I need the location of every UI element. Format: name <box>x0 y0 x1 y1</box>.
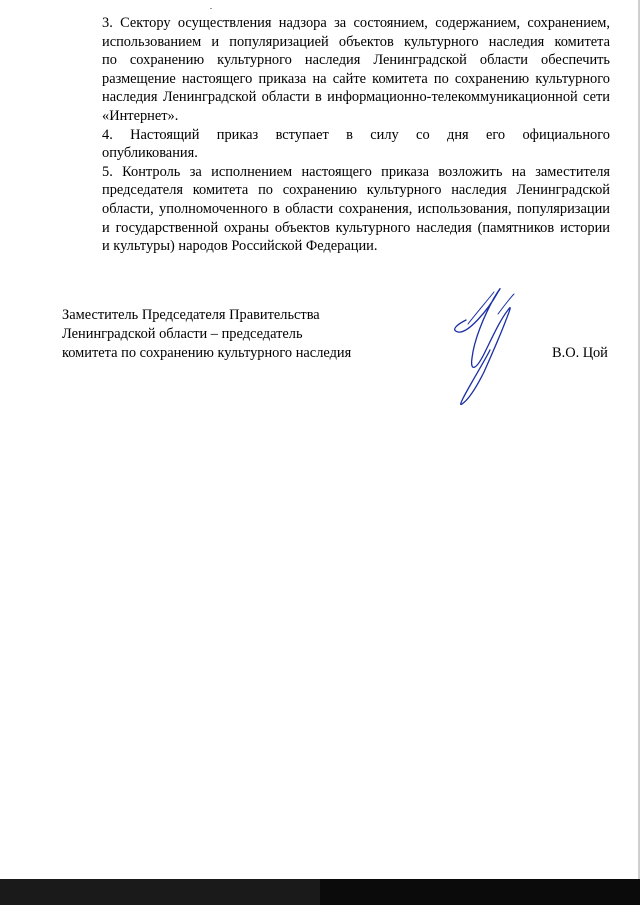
scan-artifact <box>210 8 212 9</box>
text-line: 3. Сектору осуществления надзора за состоянием, содержанием, сохранением, <box>102 15 610 31</box>
text-line: и культуры) народов Российской Федерации. <box>102 238 378 255</box>
text-line: «Интернет». <box>102 107 179 124</box>
document-body <box>62 14 610 256</box>
paragraph-3 <box>62 14 610 126</box>
text-line: по сохранению культурного наследия Ленинградской области обеспечить <box>102 52 610 69</box>
handwritten-signature <box>428 280 538 410</box>
paragraph-5 <box>62 163 610 256</box>
text-line: и государственной охраны объектов культурного наследия (памятников истории <box>102 219 610 236</box>
text-line: области, уполномоченного в области сохранения, использования, популяризации <box>102 200 610 217</box>
paragraph-4 <box>62 126 610 163</box>
text-line: использованием и популяризацией объектов культурного наследия комитета <box>102 33 610 50</box>
scan-border-bottom <box>0 879 640 905</box>
text-line: размещение настоящего приказа на сайте комитета по сохранению культурного <box>102 70 610 87</box>
signatory-title-line: комитета по сохранению культурного наследия <box>62 344 352 361</box>
text-line: председателя комитета по сохранению культурного наследия Ленинградской <box>102 182 610 199</box>
text-line: 4. Настоящий приказ вступает в силу со дня его официального <box>102 126 610 143</box>
signatory-title-line: Заместитель Председателя Правительства <box>62 307 320 323</box>
text-line: 5. Контроль за исполнением настоящего приказа возложить на заместителя <box>102 163 610 180</box>
signatory-title-line: Ленинградской области – председатель <box>62 325 303 342</box>
text-line: опубликования. <box>102 145 198 162</box>
signer-name: В.О. Цой <box>552 345 608 361</box>
text-line: наследия Ленинградской области в информационно-телекоммуникационной сети <box>102 89 610 106</box>
scan-border-shade <box>0 879 320 905</box>
